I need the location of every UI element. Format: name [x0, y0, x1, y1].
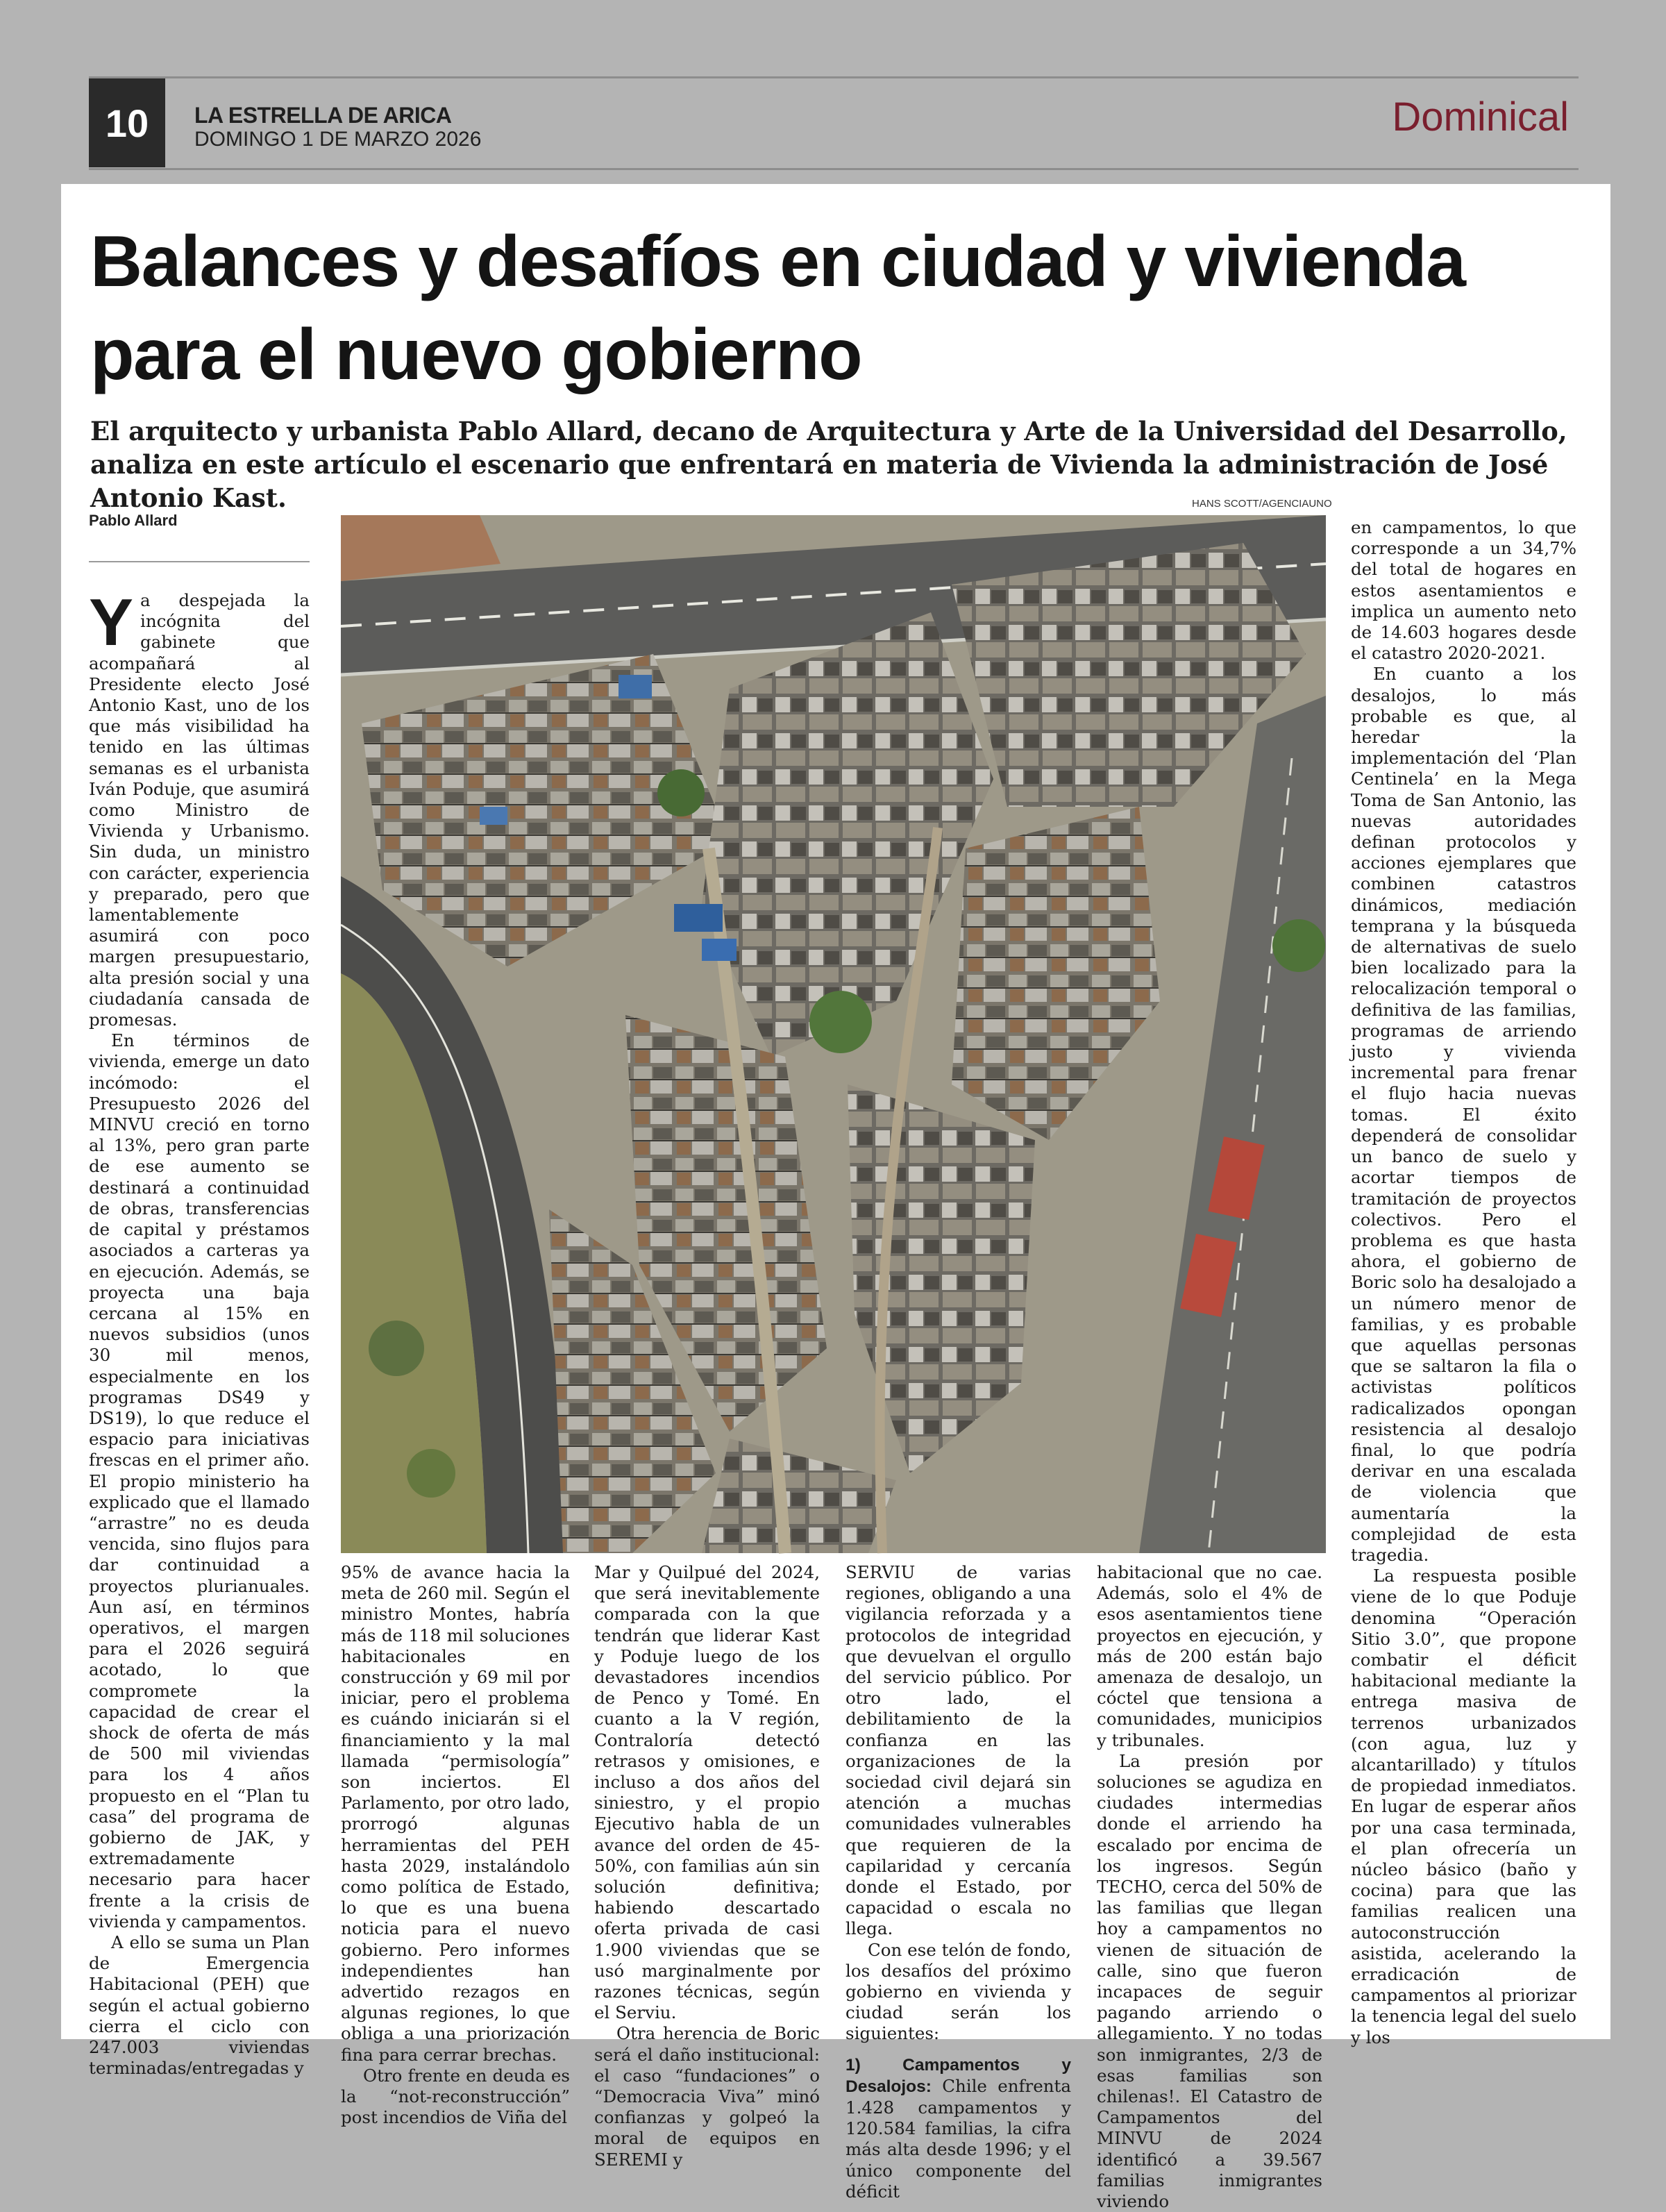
edition-date: DOMINGO 1 DE MARZO 2026 [194, 128, 482, 151]
article-column-6 [1351, 517, 1576, 2047]
header-top-rule [89, 76, 1579, 78]
page-number: 10 [89, 78, 165, 167]
newspaper-page [61, 184, 1610, 2212]
section-subhead: 1) Campamentos y Desalojos: [845, 2055, 1071, 2096]
paragraph: A ello se suma un Plan de Emergencia Habitacional (PEH) que según el actual gobierno cierra el ciclo con 247.003 viviendas terminadas/entregadas y [89, 1932, 310, 2079]
paragraph: habitacional que no cae. Además, solo el 4% de esos asentamientos tiene proyectos en ejecución, y más de 200 están bajo amenaza de desalojo, un cóctel que tensiona a comunidades, municipios y tribunales. [1097, 1562, 1322, 1750]
photo-credit: HANS SCOTT/AGENCIAUNO [1192, 498, 1332, 510]
byline: Pablo Allard [89, 512, 178, 529]
paragraph: En cuanto a los desalojos, lo más probable es que, al heredar la implementación del ‘Plan Centinela’ en la Mega Toma de San Antonio, las nuevas autoridades definan protocolos y acciones ejemplares que combinen catastros dinámicos, mediación temprana y la búsqueda de alternativas de suelo bien localizado para la relocalización temporal o definitiva de las familias, programas de arriendo justo y vivienda incremental para frenar el flujo hacia nuevas tomas. El éxito dependerá de consolidar un banco de suelo y acortar tiempos de tramitación de proyectos colectivos. Pero el problema es que hasta ahora, el gobierno de Boric solo ha desalojado a un número menor de familias, y es probable que aquellas personas que se saltaron la fila o activistas políticos radicalizados opongan resistencia al desalojo final, lo que podría derivar en una escalada de violencia que aumentaría la complejidad de esta tragedia. [1351, 664, 1576, 1565]
paragraph-text: a despejada la incógnita del gabinete que acompañará al Presidente electo José Antonio Kast, uno de los que más visibilidad ha tenido en las últimas semanas es el urbanista Iván Poduje, que asumirá como Ministro de Vivienda y Urbanismo. Sin duda, un ministro con carácter, experiencia y preparado, pero que lamentablemente asumirá con poco margen presupuestario, alta presión social y una ciudadanía cansada de promesas. [89, 590, 310, 1030]
paragraph [89, 585, 310, 1030]
paragraph [845, 2054, 1071, 2202]
paragraph: En términos de vivienda, emerge un dato incómodo: el Presupuesto 2026 del MINVU creció en torno al 13%, pero gran parte de ese aumento se destinará a continuidad de obras, transferencias de capital y préstamos asociados a carteras ya en ejecución. Además, se proyecta una baja cercana al 15% en nuevos subsidios (unos 30 mil menos, especialmente en los programas DS49 y DS19), lo que reduce el espacio para iniciativas frescas en el primer año. El propio ministerio ha explicado que el llamado “arrastre” no es deuda vencida, sino flujos para dar continuidad a proyectos plurianuales. Aun así, en términos operativos, el margen para el 2026 seguirá acotado, lo que compromete la capacidad de crear el shock de oferta de más de 500 mil viviendas para los 4 años propuesto en el “Plan tu casa” del programa de gobierno de JAK, y extremadamente necesario para hacer frente a la crisis de vivienda y campamentos. [89, 1030, 310, 1932]
paragraph: Con ese telón de fondo, los desafíos del próximo gobierno en vivienda y ciudad serán los siguientes: [845, 1939, 1071, 2044]
paragraph: SERVIU de varias regiones, obligando a una vigilancia reforzada y a protocolos de integridad que devuelvan el orgullo del servicio público. Por otro lado, el debilitamiento de la confianza en las organizaciones de la sociedad civil dejará sin atención a muchas comunidades vulnerables que requieren de la capilaridad y cercanía donde el Estado, por capacidad o escala no llega. [845, 1562, 1071, 1939]
paragraph: Mar y Quilpué del 2024, que será inevitablemente comparada con la que tendrán que liderar Kast y Poduje luego de los devastadores incendios de Penco y Tomé. En cuanto a la V región, Contraloría detectó retrasos y omisiones, e incluso a dos años del siniestro, y el propio Ejecutivo habla de un avance del orden de 45-50%, con familias aún sin solución definitiva; habiendo descartado oferta privada de casi 1.900 viviendas que se usó marginalmente por razones técnicas, según el Serviu. [594, 1562, 820, 2023]
drop-cap: Y [89, 585, 134, 660]
newspaper-name: LA ESTRELLA DE ARICA [194, 103, 452, 128]
article-column-2 [341, 1562, 570, 2128]
article-column-1 [89, 585, 310, 2079]
paragraph: en campamentos, lo que corresponde a un 34,7% del total de hogares en estos asentamientos e implica un aumento neto de 14.603 hogares desde el catastro 2020-2021. [1351, 517, 1576, 664]
masthead [194, 103, 481, 151]
paragraph: Otra herencia de Boric será el daño institucional: el caso “fundaciones” o “Democracia Viva” minó confianzas y golpeó la moral de equipos en SEREMI y [594, 2023, 820, 2170]
section-label: Dominical [1392, 94, 1569, 140]
paragraph: La respuesta posible viene de lo que Poduje denomina “Operación Sitio 3.0”, que propone combatir el déficit habitacional mediante la entrega masiva de terrenos urbanizados (con agua, luz y alcantarillado) y títulos de propiedad inmediatos. En lugar de esperar años por una casa terminada, el plan ofrecería un núcleo básico (baño y cocina) para que las familias realicen una autoconstrucción asistida, acelerando la erradicación de campamentos al priorizar la tenencia legal del suelo y los [1351, 1566, 1576, 2047]
paragraph: La presión por soluciones se agudiza en ciudades intermedias donde el arriendo ha escalado por encima de los ingresos. Según TECHO, cerca del 50% de las familias que llegan hoy a campamentos no vienen de situación de calle, sino que fueron incapaces de seguir pagando arriendo o allegamiento. Y no todas son inmigrantes, 2/3 de esas familias son chilenas!. El Catastro de Campamentos del MINVU de 2024 identificó a 39.567 familias inmigrantes viviendo [1097, 1750, 1322, 2212]
article-column-4 [845, 1562, 1071, 2202]
article-column-5 [1097, 1562, 1322, 2212]
article-lede: El arquitecto y urbanista Pablo Allard, decano de Arquitectura y Arte de la Universidad del Desarrollo, analiza en este artículo el escenario que enfrentará en materia de Vivienda la administración de José Antonio Kast. [90, 416, 1567, 513]
paragraph: 95% de avance hacia la meta de 260 mil. Según el ministro Montes, habría más de 118 mil soluciones habitacionales en construcción y 69 mil por iniciar, pero el problema es cuándo iniciarán si el financiamiento y la mal llamada “permisología” son inciertos. El Parlamento, por otro lado, prorrogó algunas herramientas del PEH hasta 2029, instalándolo como política de Estado, lo que es una buena noticia para el nuevo gobierno. Pero informes independientes han advertido rezagos en algunas regiones, lo que obliga a una priorización fina para cerrar brechas. [341, 1562, 570, 2065]
byline-divider [89, 561, 310, 562]
paragraph: Otro frente en deuda es la “not-reconstrucción” post incendios de Viña del [341, 2065, 570, 2128]
article-column-3 [594, 1562, 820, 2170]
paragraph-text: Chile enfrenta 1.428 campamentos y 120.584 familias, la cifra más alta desde 1996; y el único componente del déficit [845, 2075, 1071, 2202]
header-bottom-rule [89, 168, 1579, 170]
aerial-photo-campamento [341, 515, 1326, 1553]
article-title: Balances y desafíos en ciudad y vivienda para el nuevo gobierno [90, 221, 1465, 395]
